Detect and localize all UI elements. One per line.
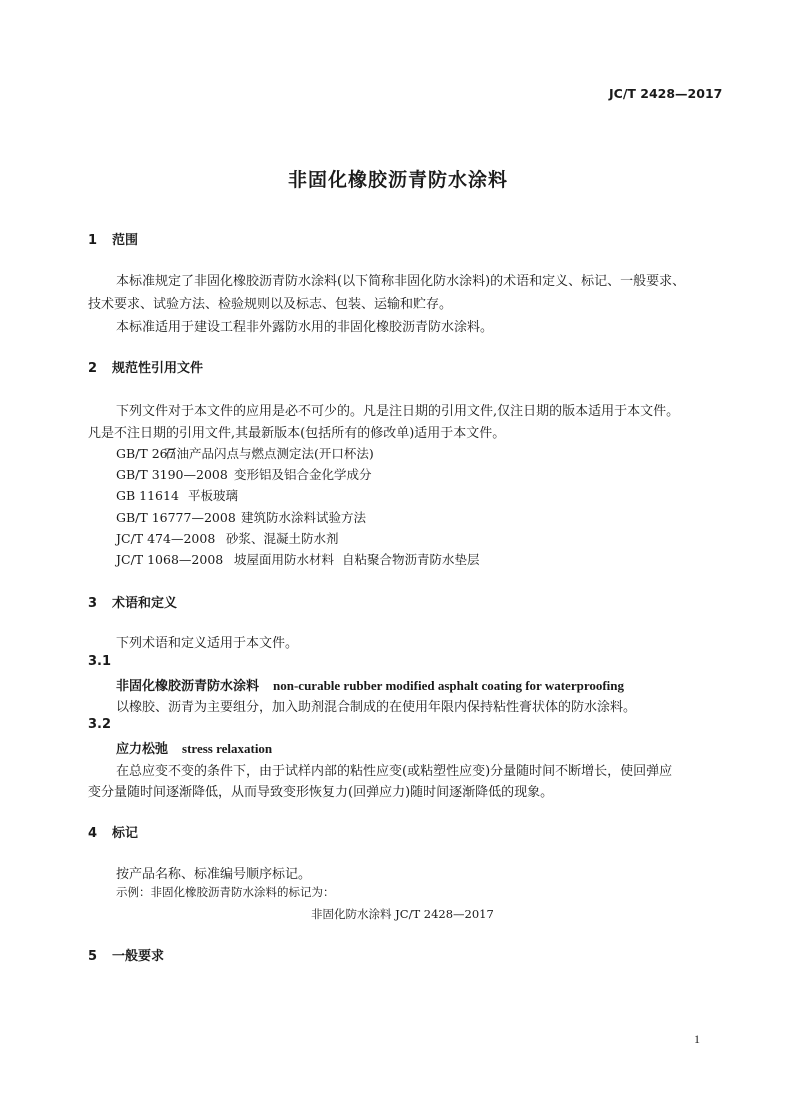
term-heading (116, 675, 624, 694)
reference-item (116, 486, 238, 504)
reference-code: GB/T 16777—2008 (116, 510, 236, 525)
reference-item (116, 529, 339, 547)
page-number: 1 (694, 1032, 700, 1046)
section-title: 规范性引用文件 (112, 361, 204, 376)
section-1-heading (88, 229, 138, 248)
term-number: 3.1 (88, 654, 112, 669)
reference-item (116, 550, 479, 568)
term-chinese: 应力松弛 (116, 742, 169, 757)
reference-code: GB/T 3190—2008 (116, 467, 228, 482)
reference-item (116, 465, 372, 483)
reference-code: JC/T 474—2008 (116, 531, 216, 546)
term-definition: 以橡胶、沥青为主要组分，加入助剂混合制成的在使用年限内保持粘性膏状体的防水涂料。 (116, 700, 637, 715)
example-value: 非固化防水涂料 JC/T 2428—2017 (311, 907, 494, 921)
reference-code: GB/T 267 (116, 446, 176, 461)
reference-title: 坡屋面用防水材料 自粘聚合物沥青防水垫层 (234, 552, 480, 567)
section-number: 3 (88, 596, 98, 611)
section-3-heading (88, 592, 177, 611)
section-1-paragraph: 本标准适用于建设工程非外露防水用的非固化橡胶沥青防水涂料。 (116, 320, 494, 335)
section-2-intro-line: 凡是不注日期的引用文件,其最新版本(包括所有的修改单)适用于本文件。 (88, 426, 506, 441)
term-english: non-curable rubber modified asphalt coating for waterproofing (273, 678, 625, 693)
section-4-heading (88, 822, 138, 841)
term-definition-line: 变分量随时间逐渐降低，从而导致变形恢复力(回弹应力)随时间逐渐降低的现象。 (88, 785, 554, 800)
reference-code: JC/T 1068—2008 (116, 552, 224, 567)
standard-code: JC/T 2428—2017 (609, 86, 723, 101)
section-title: 一般要求 (112, 949, 165, 964)
section-title: 范围 (112, 233, 139, 248)
section-number: 5 (88, 949, 98, 964)
reference-title: 平板玻璃 (188, 488, 239, 503)
reference-code: GB 11614 (116, 488, 179, 503)
section-1-paragraph-line: 技术要求、试验方法、检验规则以及标志、包装、运输和贮存。 (88, 297, 453, 312)
section-title: 术语和定义 (112, 596, 178, 611)
reference-title: 砂浆、混凝土防水剂 (226, 531, 339, 546)
reference-item (116, 444, 374, 462)
reference-item (116, 508, 366, 526)
reference-title: 建筑防水涂料试验方法 (241, 510, 367, 525)
section-2-heading (88, 357, 203, 376)
term-chinese: 非固化橡胶沥青防水涂料 (116, 679, 260, 694)
section-number: 1 (88, 233, 98, 248)
example-label: 示例：非固化橡胶沥青防水涂料的标记为： (116, 885, 335, 899)
term-definition-line: 在总应变不变的条件下，由于试样内部的粘性应变(或粘塑性应变)分量随时间不断增长，使回弹应 (116, 764, 673, 779)
section-title: 标记 (112, 826, 139, 841)
section-5-heading (88, 945, 164, 964)
section-3-intro: 下列术语和定义适用于本文件。 (116, 636, 299, 651)
section-1-paragraph-line: 本标准规定了非固化橡胶沥青防水涂料(以下简称非固化防水涂料)的术语和定义、标记、一般要求、 (116, 274, 686, 289)
section-number: 4 (88, 826, 98, 841)
reference-title: 变形铝及铝合金化学成分 (234, 467, 372, 482)
term-number: 3.2 (88, 717, 112, 732)
document-title: 非固化橡胶沥青防水涂料 (288, 169, 509, 191)
term-english: stress relaxation (182, 741, 273, 756)
section-number: 2 (88, 361, 98, 376)
reference-title: 石油产品闪点与燃点测定法(开口杯法) (164, 446, 374, 461)
term-heading (116, 738, 272, 757)
section-2-intro-line: 下列文件对于本文件的应用是必不可少的。凡是注日期的引用文件,仅注日期的版本适用于本文件。 (116, 404, 680, 419)
section-4-paragraph: 按产品名称、标准编号顺序标记。 (116, 867, 312, 882)
